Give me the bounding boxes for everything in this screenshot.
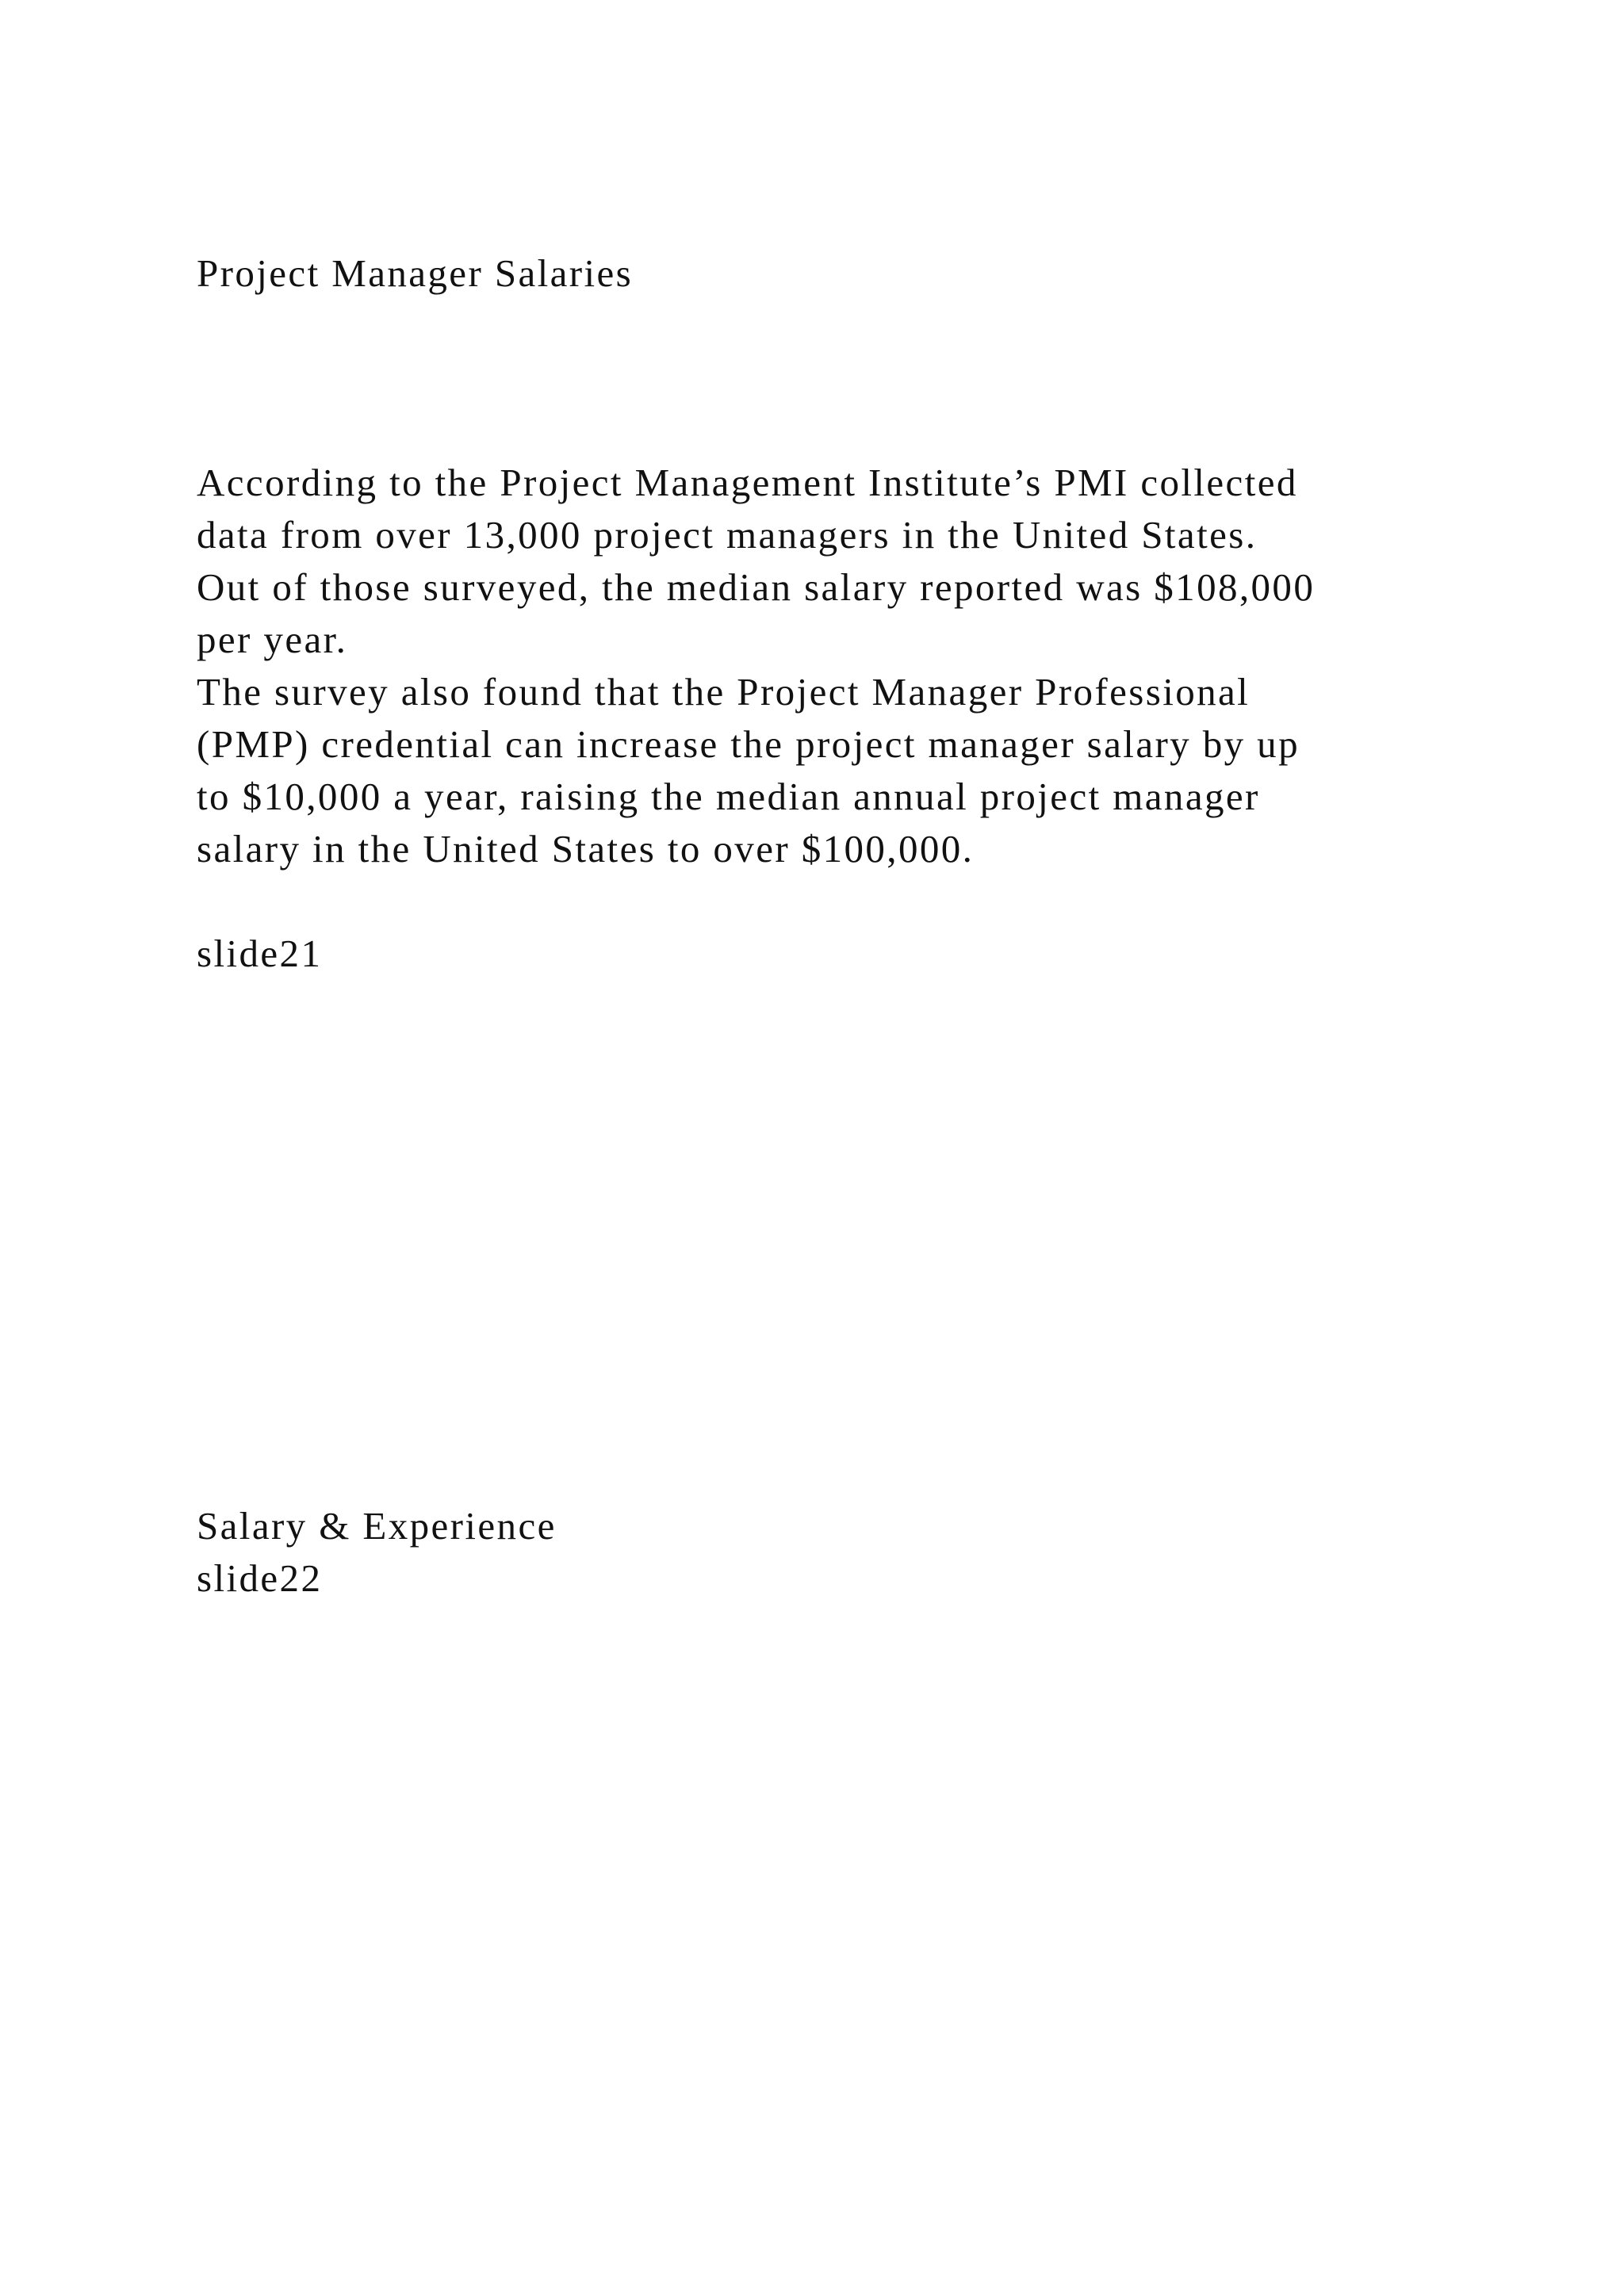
text-line: (PMP) credential can increase the project manager salary by up [197,722,1300,766]
slide-label-22: slide22 [197,1556,323,1600]
page-title: Project Manager Salaries [197,251,634,295]
slide-label-21: slide21 [197,932,323,975]
text-line: per year. [197,618,348,661]
section-heading-salary-experience: Salary & Experience [197,1504,557,1548]
text-line: to $10,000 a year, raising the median annual project manager [197,775,1260,818]
text-line: salary in the United States to over $100,000. [197,827,975,871]
text-line: According to the Project Management Institute’s PMI collected [197,461,1298,504]
text-line: Out of those surveyed, the median salary reported was $108,000 [197,565,1316,609]
text-line: data from over 13,000 project managers in the United States. [197,513,1258,557]
text-line: The survey also found that the Project Manager Professional [197,670,1251,714]
